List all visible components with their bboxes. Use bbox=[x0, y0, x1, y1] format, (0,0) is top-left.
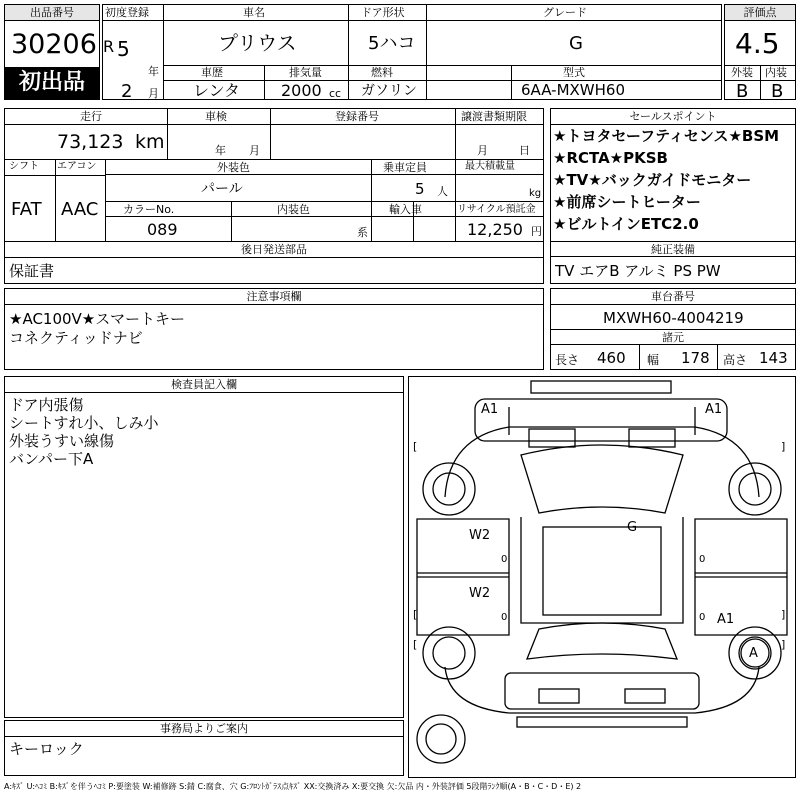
length-label: 長さ bbox=[555, 353, 580, 367]
shift-label: シフト bbox=[9, 161, 39, 172]
car-diagram bbox=[408, 376, 796, 778]
door-zero-2: 0 bbox=[501, 612, 508, 623]
sales-points-label: セールスポイント bbox=[551, 109, 795, 125]
transfer-day-unit: 日 bbox=[519, 144, 530, 157]
score-label: 評価点 bbox=[725, 5, 795, 21]
ext-color: パール bbox=[201, 181, 243, 197]
height-label: 高さ bbox=[723, 353, 748, 367]
recycle-unit: 円 bbox=[531, 225, 542, 238]
fuel-label: 燃料 bbox=[371, 66, 393, 79]
chassis-label: 車台番号 bbox=[551, 289, 795, 305]
era-initial: R bbox=[103, 37, 115, 56]
after-parts: 保証書 bbox=[9, 262, 55, 280]
after-parts-label: 後日発送部品 bbox=[5, 242, 543, 258]
max-load-unit: kg bbox=[529, 188, 542, 199]
door-type: 5ハコ bbox=[368, 33, 416, 54]
transfer-label: 譲渡書類期限 bbox=[461, 110, 527, 123]
month-unit: 月 bbox=[148, 87, 159, 100]
sales-point-1: ★トヨタセーフティセンス★BSM bbox=[553, 127, 780, 145]
equipment-label: 純正装備 bbox=[551, 241, 795, 257]
inspector-line-2: シートすれ小、しみ小 bbox=[9, 414, 159, 432]
displacement-label: 排気量 bbox=[289, 66, 322, 79]
mileage-label: 走行 bbox=[80, 110, 102, 123]
ext-color-label: 外装色 bbox=[217, 161, 250, 174]
sales-point-2: ★RCTA★PKSB bbox=[553, 149, 668, 167]
office-text: キーロック bbox=[9, 740, 84, 758]
bracket-left-3: [ bbox=[413, 638, 418, 651]
first-listing-badge: 初出品 bbox=[5, 67, 99, 99]
score: 4.5 bbox=[735, 27, 780, 60]
equipment: TV エアB アルミ PS PW bbox=[555, 262, 721, 280]
inspector-label: 検査員記入欄 bbox=[5, 377, 403, 393]
shift: FAT bbox=[11, 199, 42, 220]
bracket-left-1: [ bbox=[413, 440, 418, 453]
notes-box bbox=[4, 288, 544, 370]
mileage-unit: km bbox=[135, 131, 165, 153]
lot-number-box bbox=[4, 4, 100, 100]
aircon-label: エアコン bbox=[57, 161, 97, 172]
damage-mark-rear-door: W2 bbox=[469, 586, 491, 601]
model-label: 型式 bbox=[563, 66, 585, 79]
door-zero-3: 0 bbox=[699, 554, 706, 565]
spec-label: 諸元 bbox=[551, 329, 795, 345]
recycle-label: リサイクル預託金 bbox=[457, 204, 536, 215]
damage-mark-front-right: A1 bbox=[705, 402, 723, 417]
import-label: 輸入車 bbox=[389, 203, 422, 216]
history-label: 車歴 bbox=[201, 66, 223, 79]
model: 6AA-MXWH60 bbox=[521, 81, 625, 99]
width: 178 bbox=[681, 349, 710, 367]
length: 460 bbox=[597, 349, 626, 367]
damage-mark-front-door: W2 bbox=[469, 528, 491, 543]
displacement-unit: cc bbox=[329, 87, 342, 100]
color-no-label: カラーNo. bbox=[123, 203, 175, 216]
grade-label: グレード bbox=[543, 6, 587, 19]
inspector-line-1: ドア内張傷 bbox=[9, 396, 84, 414]
details-table bbox=[4, 108, 544, 284]
interior-grade-label: 内装 bbox=[765, 66, 787, 79]
car-outline-drawing bbox=[409, 377, 795, 777]
history: レンタ bbox=[193, 81, 240, 100]
mileage: 73,123 bbox=[57, 131, 124, 153]
transfer-month-unit: 月 bbox=[477, 144, 488, 157]
damage-mark-rear-wheel: A bbox=[749, 646, 758, 661]
capacity: 5 bbox=[415, 180, 425, 198]
aircon: AAC bbox=[61, 199, 99, 220]
note-line-1: ★AC100V★スマートキー bbox=[9, 310, 185, 328]
bracket-right-3: ] bbox=[781, 638, 786, 651]
damage-mark-rear-quarter: A1 bbox=[717, 612, 735, 627]
grade: G bbox=[569, 33, 583, 54]
int-color-label: 内装色 bbox=[277, 203, 310, 216]
width-label: 幅 bbox=[647, 353, 660, 367]
interior-grade: B bbox=[771, 81, 784, 102]
displacement: 2000 bbox=[281, 81, 322, 100]
reg-month: 2 bbox=[121, 81, 133, 102]
door-zero-1: 0 bbox=[501, 554, 508, 565]
door-zero-4: 0 bbox=[699, 612, 706, 623]
era-year: 5 bbox=[117, 37, 130, 61]
insp-month-unit: 月 bbox=[249, 144, 260, 157]
first-reg-label: 初度登録 bbox=[105, 6, 149, 19]
sales-point-5: ★ビルトインETC2.0 bbox=[553, 215, 699, 233]
fuel: ガソリン bbox=[361, 83, 417, 99]
damage-mark-front-left: A1 bbox=[481, 402, 499, 417]
lot-number-label: 出品番号 bbox=[5, 5, 99, 21]
capacity-label: 乗車定員 bbox=[383, 161, 427, 174]
int-color-unit: 系 bbox=[357, 226, 368, 239]
damage-mark-roof: G bbox=[627, 520, 638, 535]
note-line-2: コネクティッドナビ bbox=[9, 329, 143, 347]
car-name-label: 車名 bbox=[243, 6, 265, 19]
office-box bbox=[4, 720, 404, 776]
notes-label: 注意事項欄 bbox=[5, 289, 543, 305]
inspector-line-3: 外装うすい線傷 bbox=[9, 432, 115, 450]
inspector-line-4: バンパー下A bbox=[9, 450, 94, 468]
capacity-unit: 人 bbox=[437, 185, 448, 198]
car-name: プリウス bbox=[218, 31, 297, 55]
insp-year-unit: 年 bbox=[215, 144, 226, 157]
sales-point-3: ★TV★バックガイドモニター bbox=[553, 171, 752, 189]
chassis-box bbox=[550, 288, 796, 370]
year-unit: 年 bbox=[148, 65, 159, 78]
legend-footer: A:ｷｽﾞ U:ﾍｺﾐ B:ｷｽﾞを伴うﾍｺﾐ P:要塗装 W:補修跡 S:錆 C:腐食、穴 G:ﾌﾛﾝﾄｶﾞﾗｽ点ｷｽﾞ XX:交換済み X:要交換 欠:欠品 内・外装評価 5段階ﾗﾝｸ順(A・B・C・D・E) 2 bbox=[4, 782, 582, 791]
exterior-grade-label: 外装 bbox=[731, 66, 753, 79]
lot-number: 30206 bbox=[11, 29, 97, 60]
chassis-number: MXWH60-4004219 bbox=[603, 309, 744, 327]
bracket-right-2: ] bbox=[781, 608, 786, 621]
score-box bbox=[724, 4, 796, 100]
max-load-label: 最大積載量 bbox=[465, 161, 515, 172]
bracket-right-1: ] bbox=[781, 440, 786, 453]
inspector-box bbox=[4, 376, 404, 718]
sales-point-4: ★前席シートヒーター bbox=[553, 193, 701, 211]
color-no: 089 bbox=[147, 220, 178, 239]
exterior-grade: B bbox=[736, 81, 749, 102]
sales-points-box bbox=[550, 108, 796, 284]
reg-no-label: 登録番号 bbox=[335, 110, 379, 123]
office-label: 事務局よりご案内 bbox=[5, 721, 403, 737]
recycle-fee: 12,250 bbox=[467, 220, 523, 239]
header-table bbox=[102, 4, 722, 100]
height: 143 bbox=[759, 349, 788, 367]
door-label: ドア形状 bbox=[361, 6, 405, 19]
inspection-label: 車検 bbox=[205, 110, 227, 123]
bracket-left-2: [ bbox=[413, 608, 418, 621]
